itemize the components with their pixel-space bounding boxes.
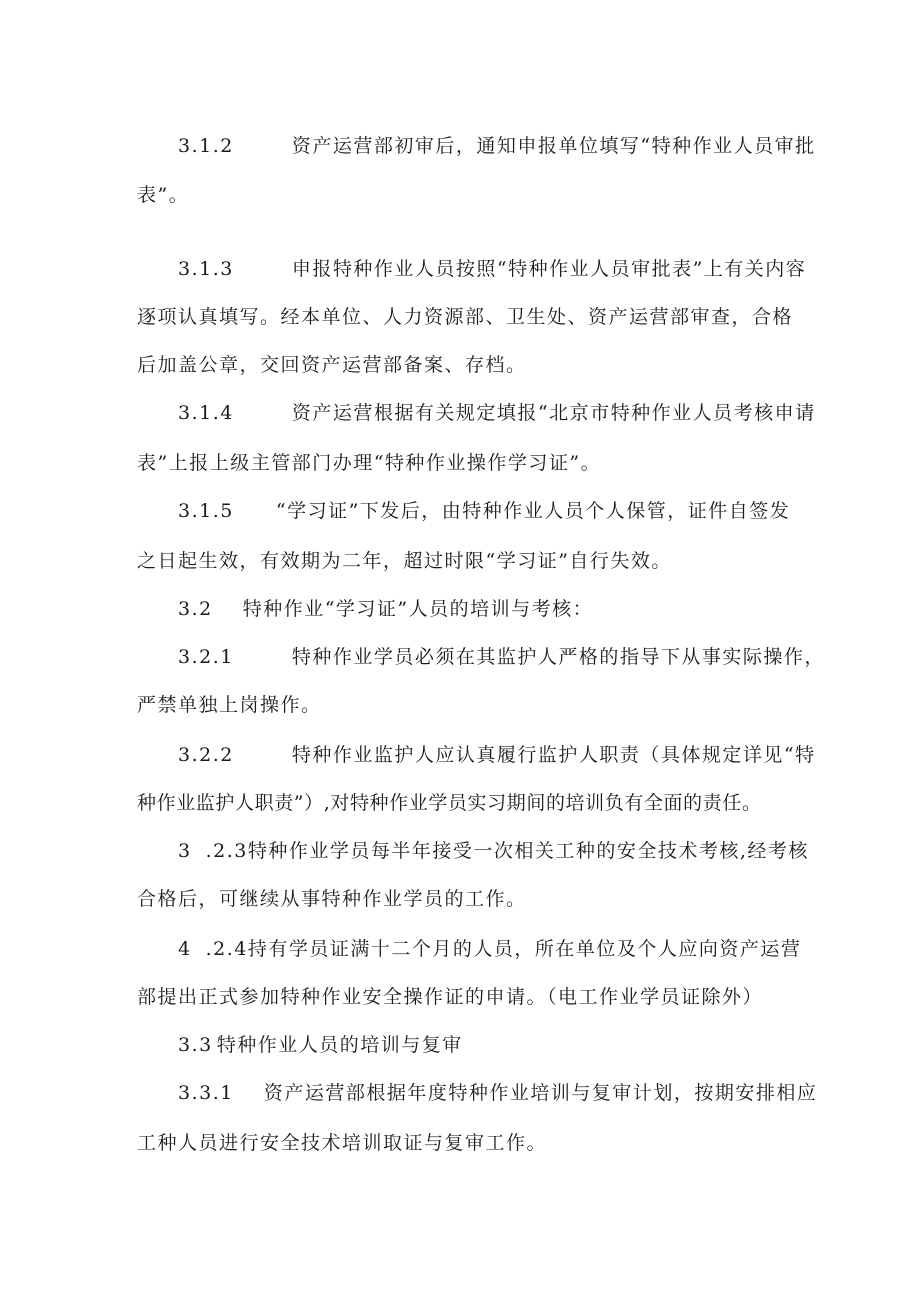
paragraph-3-1-4-line-2: [137, 448, 601, 475]
section-number: 3: [178, 840, 192, 862]
paragraph-text: “学习证”下发后，由特种作业人员个人保管，证件自签发: [275, 500, 791, 522]
section-number: 3.1.2: [178, 135, 234, 157]
paragraph-3-1-5-line-2: [137, 546, 672, 573]
section-number: 3.2.1: [178, 646, 234, 668]
paragraph-3-1-2-line-2: [137, 180, 189, 207]
paragraph-3-2-2-line-1: [178, 740, 816, 767]
section-number: 3.1.5: [178, 500, 234, 522]
paragraph-3-1-5-line-1: [178, 496, 790, 523]
section-number: 3.1.3: [178, 258, 234, 280]
paragraph-text: .2.4持有学员证满十二个月的人员，所在单位及个人应向资产运营: [205, 938, 802, 960]
paragraph-text: 表”。: [137, 184, 190, 206]
paragraph-text: 特种作业人员的培训与复审: [216, 1034, 463, 1056]
paragraph-text: 后加盖公章，交回资产运营部备案、存档。: [137, 354, 527, 376]
paragraph-3-2-2-line-2: [137, 788, 762, 815]
paragraph-4-2-4-line-1: [178, 934, 801, 961]
paragraph-3-3-1-line-1: [178, 1078, 817, 1105]
paragraph-text: 工种人员进行安全技术培训取证与复审工作。: [137, 1132, 548, 1154]
paragraph-3-1-3-line-3: [137, 350, 527, 377]
paragraph-3-2-1-line-2: [137, 690, 322, 717]
paragraph-text: 特种作业“学习证”人员的培训与考核：: [242, 598, 594, 620]
paragraph-text: 申报特种作业人员按照“特种作业人员审批表”上有关内容: [291, 258, 807, 280]
paragraph-text: 严禁单独上岗操作。: [137, 694, 322, 716]
section-number: 3.1.4: [178, 402, 234, 424]
paragraph-3-1-4-line-1: [178, 398, 816, 425]
paragraph-text: .2.3特种作业学员每半年接受一次相关工种的安全技术考核,经考核: [205, 840, 809, 862]
paragraph-text: 特种作业学员必须在其监护人严格的指导下从事实际操作，: [291, 646, 825, 668]
paragraph-text: 资产运营部根据年度特种作业培训与复审计划，按期安排相应: [263, 1082, 818, 1104]
paragraph-text: 资产运营根据有关规定填报“北京市特种作业人员考核申请: [291, 402, 816, 424]
paragraph-text: 逐项认真填写。经本单位、人力资源部、卫生处、资产运营部审查，合格: [137, 306, 794, 328]
paragraph-3-1-2-line-1: [178, 131, 816, 158]
paragraph-text: 部提出正式参加特种作业安全操作证的申请。（电工作业学员证除外）: [137, 986, 764, 1008]
paragraph-3-2-3-line-2: [137, 884, 527, 911]
paragraph-text: 表”上报上级主管部门办理“特种作业操作学习证”。: [137, 452, 602, 474]
paragraph-text: 种作业监护人职责”）,对特种作业学员实习期间的培训负有全面的责任。: [137, 792, 762, 814]
paragraph-text: 资产运营部初审后，通知申报单位填写“特种作业人员审批: [291, 135, 816, 157]
section-number: 3.3: [178, 1034, 213, 1056]
paragraph-3-2-1-line-1: [178, 642, 825, 669]
section-number: 3.2.2: [178, 744, 234, 766]
paragraph-3-2-3-line-1: [178, 836, 809, 863]
paragraph-text: 合格后，可继续从事特种作业学员的工作。: [137, 888, 527, 910]
paragraph-text: 特种作业监护人应认真履行监护人职责（具体规定详见“特: [291, 744, 816, 766]
paragraph-3-1-3-line-1: [178, 254, 806, 281]
section-number: 3.2: [178, 598, 213, 620]
paragraph-3-3-1-line-2: [137, 1128, 547, 1155]
paragraph-text: 之日起生效，有效期为二年，超过时限“学习证”自行失效。: [137, 550, 672, 572]
paragraph-3-2-line-1: [178, 594, 593, 621]
paragraph-4-2-4-line-2: [137, 982, 763, 1009]
paragraph-3-3-line-1: [178, 1030, 463, 1057]
section-number: 4: [178, 938, 192, 960]
section-number: 3.3.1: [178, 1082, 234, 1104]
paragraph-3-1-3-line-2: [137, 302, 793, 329]
